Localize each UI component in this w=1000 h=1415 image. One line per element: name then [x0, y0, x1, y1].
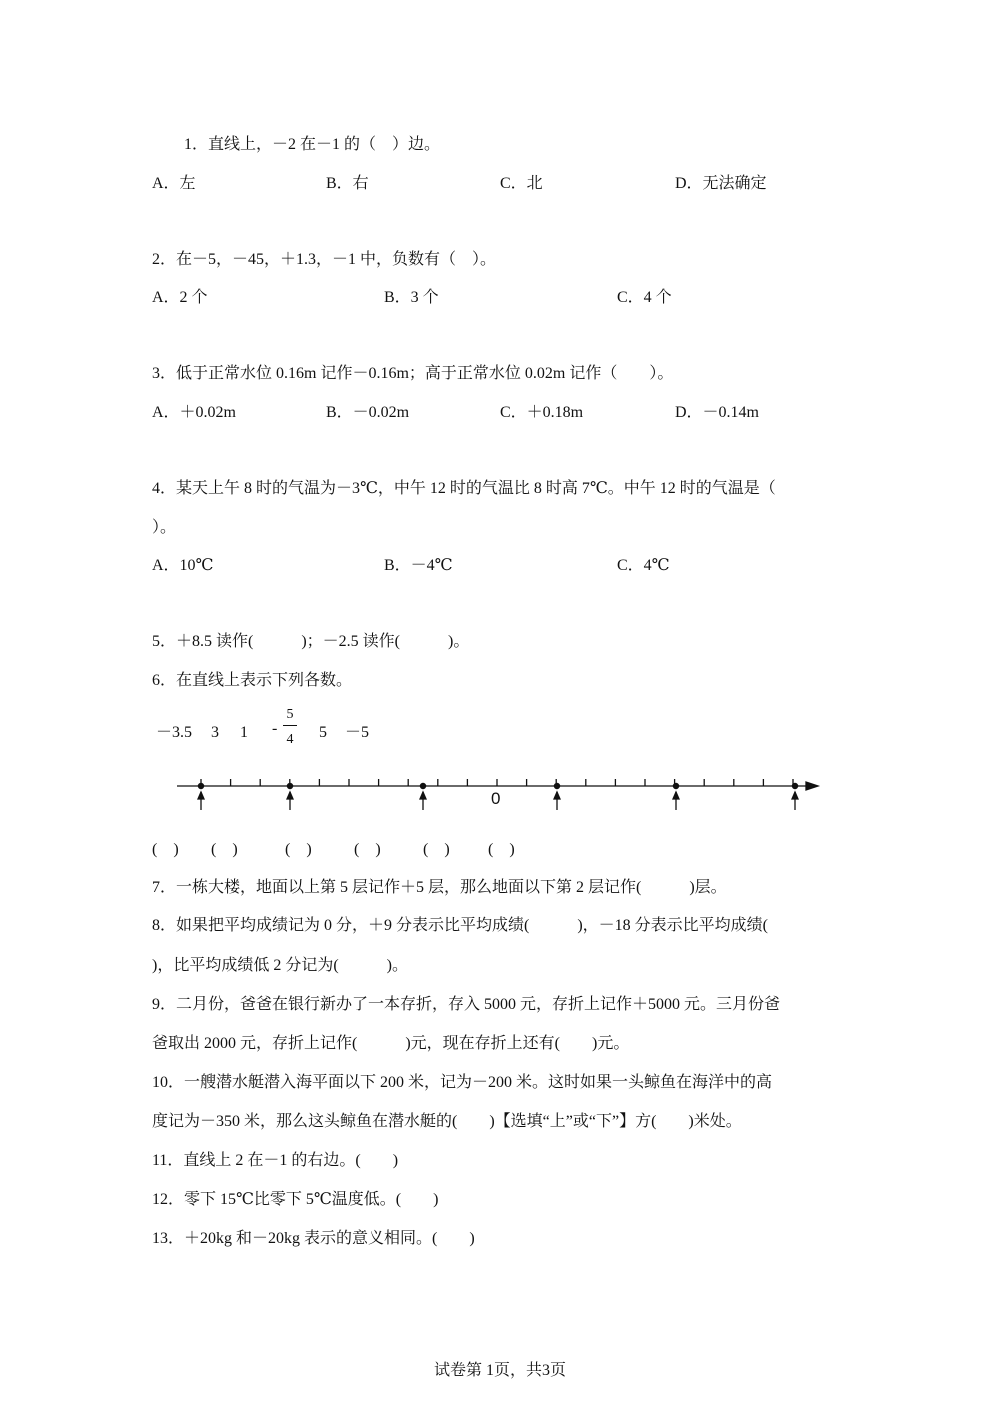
q11-stem: 11．直线上 2 在－1 的右边。( ) [152, 1152, 399, 1169]
q3-option-b[interactable]: B．－0.02m [326, 404, 410, 421]
q6-answer-blank-4[interactable]: ( ) [354, 841, 381, 858]
q4-option-a[interactable]: A．10℃ [152, 557, 214, 574]
q10-line2: 度记为－350 米，那么这头鲸鱼在潜水艇的( )【选填“上”或“下”】方( )米处。 [152, 1113, 742, 1130]
number-line-point [554, 783, 559, 788]
q5-stem: 5．＋8.5 读作( )；－2.5 读作( )。 [152, 633, 470, 650]
number-line-pointer-arrowhead [673, 792, 679, 799]
number-line-pointer-arrowhead [287, 792, 293, 799]
q6-answer-blank-2[interactable]: ( ) [211, 841, 238, 858]
q2-stem: 2．在－5，－45，＋1.3，－1 中，负数有（ ）。 [152, 251, 497, 268]
q9-line1: 9．二月份，爸爸在银行新办了一本存折，存入 5000 元，存折上记作＋5000 元。三月份爸 [152, 996, 781, 1013]
q4-stem-line1: 4．某天上午 8 时的气温为－3℃，中午 12 时的气温比 8 时高 7℃。中午 12 时的气温是（ [152, 480, 776, 497]
q6-answer-blank-3[interactable]: ( ) [285, 841, 312, 858]
q4-stem-line2: ）。 [152, 519, 177, 536]
q10-line1: 10．一艘潜水艇潜入海平面以下 200 米，记为－200 米。这时如果一头鲸鱼在海洋中的高 [152, 1074, 773, 1091]
q6-number-1: 1 [240, 724, 248, 741]
q9-line2: 爸取出 2000 元，存折上记作( )元，现在存折上还有( )元。 [152, 1035, 630, 1052]
q4-option-c[interactable]: C．4℃ [617, 557, 670, 574]
q1-option-d[interactable]: D．无法确定 [675, 175, 767, 192]
q6-stem: 6．在直线上表示下列各数。 [152, 672, 353, 689]
q6-answer-blank-5[interactable]: ( ) [423, 841, 450, 858]
q3-stem: 3．低于正常水位 0.16m 记作－0.16m；高于正常水位 0.02m 记作（ ）。 [152, 365, 674, 382]
number-line-point [792, 783, 797, 788]
q13-stem: 13．＋20kg 和－20kg 表示的意义相同。( ) [152, 1230, 475, 1247]
q1-option-b[interactable]: B．右 [326, 175, 369, 192]
q6-zero-label: 0 [491, 789, 501, 808]
q6-answer-blank-6[interactable]: ( ) [488, 841, 515, 858]
number-line-point [287, 783, 292, 788]
q3-option-d[interactable]: D．－0.14m [675, 404, 760, 421]
q7-stem: 7．一栋大楼，地面以上第 5 层记作＋5 层，那么地面以下第 2 层记作( )层。 [152, 879, 727, 896]
q2-option-c[interactable]: C．4 个 [617, 289, 672, 306]
q6-answer-blank-1[interactable]: ( ) [152, 841, 179, 858]
q3-option-c[interactable]: C．＋0.18m [500, 404, 584, 421]
number-line-pointer-arrowhead [792, 792, 798, 799]
q6-fraction-sign: - [272, 720, 278, 737]
q1-stem: 1．直线上，－2 在－1 的（ ）边。 [184, 136, 441, 153]
number-line-pointer-arrowhead [198, 792, 204, 799]
q6-number-neg-5: －5 [345, 724, 370, 741]
q1-option-c[interactable]: C．北 [500, 175, 543, 192]
q2-option-b[interactable]: B．3 个 [384, 289, 439, 306]
q3-option-a[interactable]: A．＋0.02m [152, 404, 237, 421]
q4-option-b[interactable]: B．－4℃ [384, 557, 453, 574]
q6-number-5: 5 [319, 724, 327, 741]
q1-option-a[interactable]: A．左 [152, 175, 196, 192]
number-line-arrowhead [806, 782, 818, 790]
number-line-point [420, 783, 425, 788]
q6-number-3: 3 [211, 724, 219, 741]
q8-line1: 8．如果把平均成绩记为 0 分，＋9 分表示比平均成绩( )，－18 分表示比平均成绩( [152, 917, 768, 934]
page-footer: 试卷第 1页，共3页 [433, 1362, 566, 1379]
number-line-point [673, 783, 678, 788]
number-line-pointer-arrowhead [554, 792, 560, 799]
q8-line2: )，比平均成绩低 2 分记为( )。 [152, 957, 408, 974]
q6-fraction-numerator: 5 [286, 707, 294, 722]
number-line-pointer-arrowhead [420, 792, 426, 799]
q2-option-a[interactable]: A．2 个 [152, 289, 208, 306]
q6-number-neg-3-5: －3.5 [156, 724, 193, 741]
q12-stem: 12．零下 15℃比零下 5℃温度低。( ) [152, 1191, 439, 1208]
number-line-point [198, 783, 203, 788]
q6-fraction-denominator: 4 [286, 732, 294, 747]
